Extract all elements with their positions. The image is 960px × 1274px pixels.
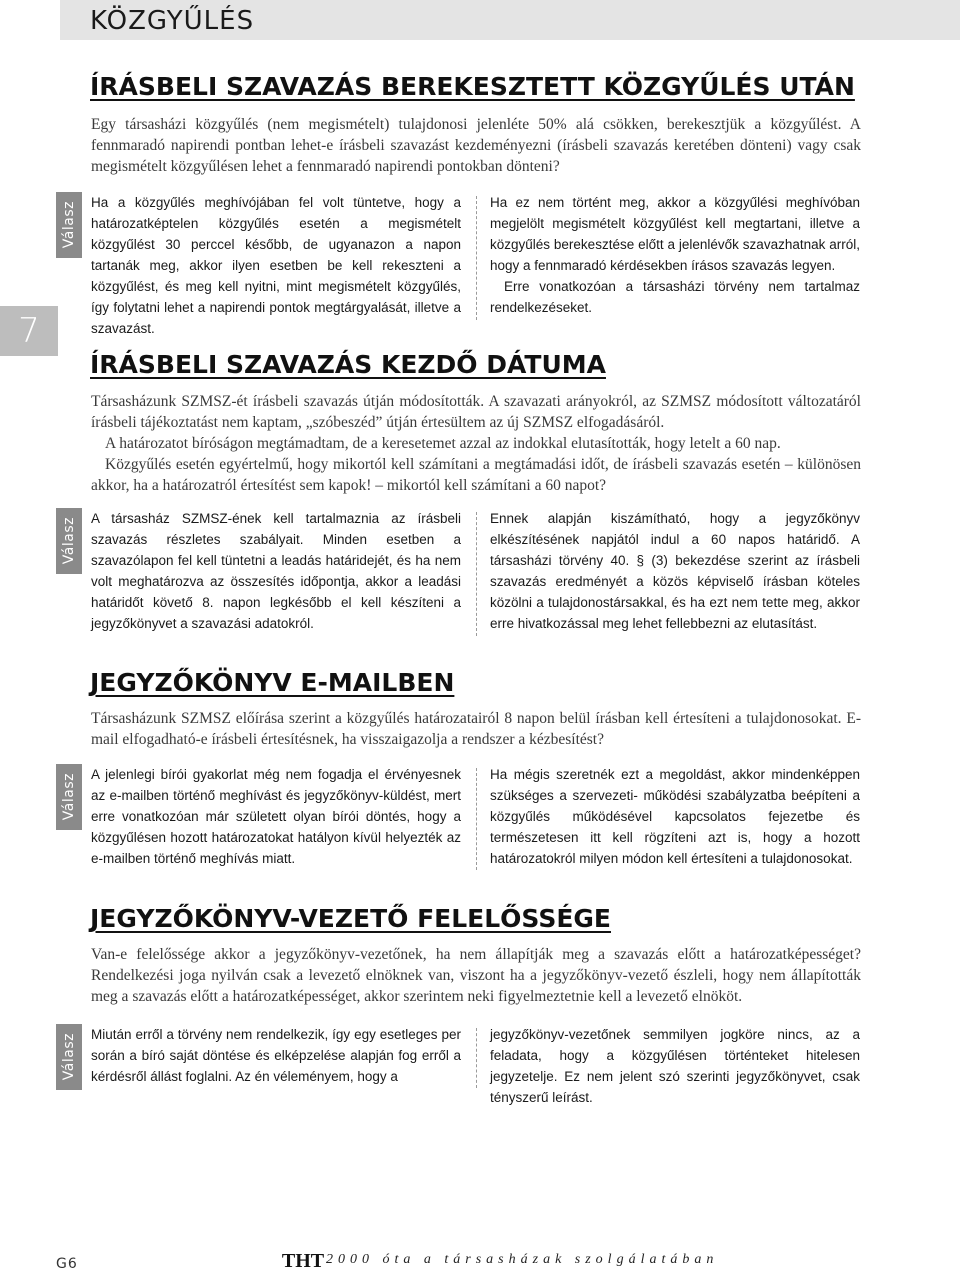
answer-tab-label: Válasz — [61, 773, 77, 821]
tht-logo — [281, 1246, 325, 1272]
answer-column-left — [91, 508, 461, 634]
section-title: JEGYZŐKÖNYV-VEZETŐ FELELŐSSÉGE — [90, 904, 611, 933]
question-text — [91, 708, 861, 750]
answer-paragraph: Ha a közgyűlés meghívójában fel volt tüntetve, hogy a határozatképtelen közgyűlés esetén a megismételt közgyűlést 30 perccel később, de ugyanazon a napon tartanák meg, akkor ilyen esetben be kell rekeszteni a közgyűlést, és meg kell nyitni, mint megismételt közgyűlés, így folytatni lehet a napirendi pontok megtárgyalását, illetve a szavazást. — [91, 195, 461, 336]
svg-text:THT: THT — [281, 1250, 325, 1272]
answer-column-right — [490, 764, 860, 869]
section-title: ÍRÁSBELI SZAVAZÁS KEZDŐ DÁTUMA — [90, 350, 606, 379]
footer-tagline: 2000 óta a társasházak szolgálatában — [326, 1252, 719, 1267]
question-paragraph: Társasházunk SZMSZ-ét írásbeli szavazás útján módosították. A szavazati arányokról, az SZMSZ módosított változatáról írásbeli tájékoztatást nem kaptam, „szóbeszéd” útján értesültem az új SZMSZ elfogadásáról. — [91, 393, 861, 431]
question-paragraph: Egy társasházi közgyűlés (nem megismételt) tulajdonosi jelenléte 50% alá csökken, berekesztjük a közgyűlést. A fennmaradó napirendi pontban lehet-e írásbeli szavazást kezdeményezni (írásbeli szavazás keretében dönteni) vagy csak megismételt közgyűlésen lehet a fennmaradó napirendi pontokban dönteni? — [91, 116, 861, 175]
answer-paragraph: Ha ez nem történt meg, akkor a közgyűlési meghívóban megjelölt megismételt közgyűlést kell megtartani, illetve a közgyűlés berekesztése előtt a jelenlévők szavazhatnak arról, hogy a fennmaradó kérdésekben írásos szavazás legyen. — [490, 195, 860, 273]
answer-paragraph: Ennek alapján kiszámítható, hogy a jegyzőkönyv elkészítésének napjától indul a 60 napos határidő. A társasházi törvény 40. § (3) bekezdése szerint az írásbeli szavazás eredményét a közös képviselő írásban köteles közölni a tulajdonostársakkal, és ha ezt nem tette meg, akkor erre hivatkozással meg lehet fellebbezni az elutasítást. — [490, 511, 860, 631]
answer-paragraph: jegyzőkönyv-vezetőnek semmilyen jogköre nincs, az a feladata, hogy a közgyűlésen történteket hitelesen jegyzetelje. Ez nem jelent szó szerinti jegyzőkönyvet, csak tényszerű leírást. — [490, 1027, 860, 1105]
answer-tab-label: Válasz — [61, 201, 77, 249]
question-text — [91, 114, 861, 177]
column-divider — [476, 768, 477, 870]
section-title: ÍRÁSBELI SZAVAZÁS BEREKESZTETT KÖZGYŰLÉS UTÁN — [90, 72, 855, 101]
question-text — [91, 944, 861, 1007]
answer-paragraph: Erre vonatkozóan a társasházi törvény nem tartalmaz rendelkezéseket. — [490, 279, 860, 315]
question-paragraph: Társasházunk SZMSZ előírása szerint a közgyűlés határozatairól 8 napon belül írásban kell értesíteni a tulajdonosokat. E-mail elfogadható-e írásbeli értesítésnek, ha visszaigazolja a rendszer a kézbesítést? — [91, 710, 861, 748]
answer-column-right — [490, 1024, 860, 1108]
answer-paragraph: A jelenlegi bírói gyakorlat még nem fogadja el érvényesnek az e-mailben történő meghívást és jegyzőkönyv-küldést, mert erre vonatkozóan már született olyan bírói döntés, hogy a közgyűlésen hozott határozatokat hatályon kívül helyezték az e-mailben történő meghívás miatt. — [91, 767, 461, 866]
answer-paragraph: Ha mégis szeretnék ezt a megoldást, akkor mindenképpen szükséges a szervezeti- működési szabályzatba beépíteni a közgyűlés működésével kapcsolatos fejezetbe és természetesen itt kell rögzíteni azt is, hogy a hozott határozatokról milyen módon kell értesíteni a tulajdonosokat. — [490, 767, 860, 866]
answer-column-left — [91, 764, 461, 869]
answer-column-right — [490, 192, 860, 318]
answer-tab — [56, 1024, 82, 1090]
question-paragraph: A határozatot bíróságon megtámadtam, de a keresetemet azzal az indokkal elutasították, hogy letelt a 60 nap. — [105, 435, 781, 452]
column-divider — [476, 512, 477, 636]
answer-paragraph: Miután erről a törvény nem rendelkezik, így egy esetleges per során a bíró saját döntése és elképzelése alapján fog erről a kérdésről állást foglalni. Az én véleményem, hogy a — [91, 1027, 461, 1084]
question-text — [91, 391, 861, 496]
answer-paragraph: A társasház SZMSZ-ének kell tartalmaznia az írásbeli szavazás részletes szabályait. Minden esetben a szavazólapon fel kell tüntetni a leadás határidejét, és ha nem volt meghatározva az összesítés időpontja, akkor a leadási határidőt követő 8. napon legkésőbb el kell készíteni a jegyzőkönyvet a szavazási adatokról. — [91, 511, 461, 631]
header-bar — [60, 0, 960, 40]
header-title: KÖZGYŰLÉS — [90, 6, 255, 36]
answer-tab — [56, 192, 82, 258]
answer-tab — [56, 764, 82, 830]
answer-column-left — [91, 192, 461, 339]
answer-column-left — [91, 1024, 461, 1087]
answer-tab — [56, 508, 82, 574]
chapter-number: 7 — [18, 311, 40, 351]
question-paragraph: Van-e felelőssége akkor a jegyzőkönyv-vezetőnek, ha nem állapítják meg a szavazás előtt a határozatképességet? Rendelkezési joga nyilván csak a levezető elnöknek van, viszont ha a jegyzőkönyv-vezető észleli, hogy nem állapították meg a szavazás előtt a határozatképességet, akkor szerintem neki figyelmeztetnie kell a levezető elnököt. — [91, 946, 861, 1005]
column-divider — [476, 196, 477, 320]
section-title: JEGYZŐKÖNYV E-MAILBEN — [90, 668, 455, 697]
column-divider — [476, 1028, 477, 1088]
answer-column-right — [490, 508, 860, 634]
chapter-marker — [0, 306, 58, 356]
page-number: G6 — [56, 1256, 78, 1272]
answer-tab-label: Válasz — [61, 517, 77, 565]
answer-tab-label: Válasz — [61, 1033, 77, 1081]
question-paragraph: Közgyűlés esetén egyértelmű, hogy mikortól kell számítani a megtámadási időt, de írásbeli szavazás esetén – különösen akkor, ha a határozatról értesítést sem kapok! – mikortól kell számítani a 60 napot? — [91, 456, 861, 494]
